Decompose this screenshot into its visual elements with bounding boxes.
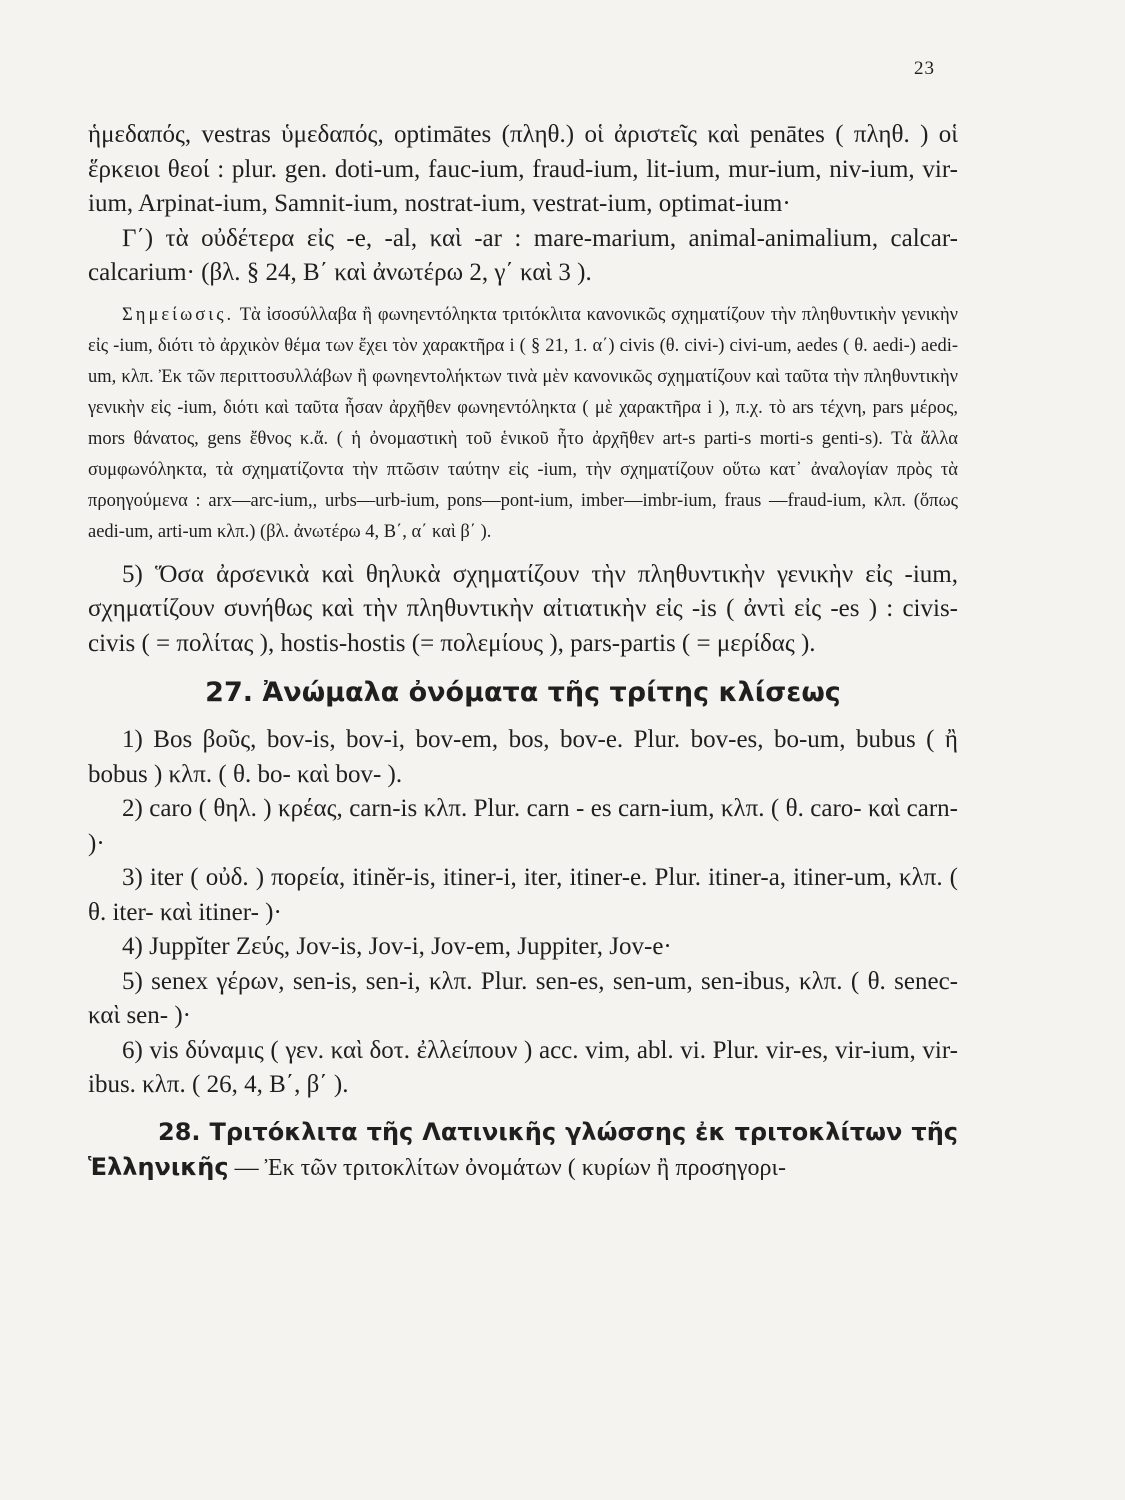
item5-paragraph: 5) Ὅσα ἀρσενικὰ καὶ θηλυκὰ σχηματίζουν τὴν πληθυντικὴν γενικὴν εἰς -ium, σχηματίζουν συνήθως καὶ τὴν πληθυντικὴν αἰτιατικὴν εἰς -is ( ἀντὶ εἰς -es ) : civis-civis ( = πολίτας ), hostis-hostis (= πολεμίους ), pars-partis ( = μερίδας ).	[88, 560, 958, 657]
continuation-paragraph: ἡμεδαπός, vestras ὑμεδαπός, optimātes (πληθ.) οἱ ἀριστεῖς καὶ penātes ( πληθ. ) οἱ ἕρκειοι θεοί : plur. gen. doti-um, fauc-ium, fraud-ium, lit-ium, mur-ium, niv-ium, vir-ium, Arpinat-ium, Samnit-ium, nostrat-ium, vestrat-ium, optimat-ium·	[88, 121, 958, 217]
note-label: Σημείωσις.	[122, 304, 235, 325]
item5-block	[88, 558, 958, 662]
list-item: 4) Juppĭter Ζεύς, Jov-is, Jov-i, Jov-em, Juppiter, Jov-e·	[122, 933, 672, 960]
page-number: 23	[914, 58, 935, 79]
section-28-heading: 28. Τριτόκλιτα τῆς Λατινικῆς γλώσσης ἐκ τριτοκλίτων τῆς Ἑλληνικῆς	[88, 1117, 958, 1181]
page-body	[88, 118, 958, 1185]
section-27-heading: 27. Ἀνώμαλα ὀνόματα τῆς τρίτης κλίσεως	[205, 677, 841, 708]
list-item: 3) iter ( οὐδ. ) πορεία, itinĕr-is, itiner-i, iter, itiner-e. Plur. itiner-a, itiner-um, κλπ. ( θ. iter- καὶ itiner- )·	[88, 864, 958, 926]
section-28-text: — Ἐκ τῶν τριτοκλίτων ὀνομάτων ( κυρίων ἢ προσηγορι-	[234, 1154, 786, 1181]
continuation-block	[88, 118, 958, 291]
section-28-paragraph	[88, 1115, 958, 1185]
list-item: 6) vis δύναμις ( γεν. καὶ δοτ. ἐλλείπουν ) acc. vim, abl. vi. Plur. vir-es, vir-ium, vir-ibus. κλπ. ( 26, 4, Β΄, β΄ ).	[88, 1036, 958, 1098]
note-text: Τὰ ἰσοσύλλαβα ἢ φωνηεντόληκτα τριτόκλιτα κανονικῶς σχηματίζουν τὴν πληθυντικὴν γενικὴν εἰς -ium, διότι τὸ ἀρχικὸν θέμα των ἔχει τὸν χαρακτῆρα i ( § 21, 1. α΄) civis (θ. civi-) civi-um, aedes ( θ. aedi-) aedi-um, κλπ. Ἐκ τῶν περιττοσυλλάβων ἢ φωνηεντολήκτων τινὰ μὲν κανονικῶς σχηματίζουν καὶ ταῦτα τὴν πληθυντικὴν γενικὴν εἰς -ium, διότι καὶ ταῦτα ἦσαν ἀρχῆθεν φωνηεντόληκτα ( μὲ χαρακτῆρα i ), π.χ. τὸ ars τέχνη, pars μέρος, mors θάνατος, gens ἔθνος κ.ἄ. ( ἡ ὀνομαστικὴ τοῦ ἑνικοῦ ἦτο ἀρχῆθεν art-s parti-s morti-s genti-s). Τὰ ἄλλα συμφωνόληκτα, τὰ σχηματίζοντα τὴν πτῶσιν ταύτην εἰς -ium, τὴν σχηματίζουν οὕτω κατ᾽ ἀναλογίαν πρὸς τὰ προηγούμενα : arx—arc-ium,, urbs—urb-ium, pons—pont-ium, imber—imbr-ium, fraus —fraud-ium, κλπ. (ὅπως aedi-um, arti-um κλπ.) (βλ. ἀνωτέρω 4, Β΄, α΄ καὶ β΄ ).	[88, 304, 958, 542]
section-27-list	[88, 723, 958, 1103]
gamma-paragraph: Γ΄) τὰ οὐδέτερα εἰς -e, -al, καὶ -ar : mare-marium, animal-animalium, calcar-calcarium· (βλ. § 24, Β΄ καὶ ἀνωτέρω 2, γ΄ καὶ 3 ).	[88, 224, 958, 286]
note-block	[88, 300, 958, 548]
list-item: 2) caro ( θηλ. ) κρέας, carn-is κλπ. Plur. carn - es carn-ium, κλπ. ( θ. caro- καὶ carn- )·	[88, 795, 958, 857]
list-item: 5) senex γέρων, sen-is, sen-i, κλπ. Plur. sen-es, sen-um, sen-ibus, κλπ. ( θ. senec- καὶ sen- )·	[88, 967, 958, 1029]
list-item: 1) Bos βοῦς, bov-is, bov-i, bov-em, bos, bov-e. Plur. bov-es, bo-um, bubus ( ἢ bobus ) κλπ. ( θ. bo- καὶ bov- ).	[88, 726, 958, 788]
note-paragraph	[88, 300, 958, 548]
